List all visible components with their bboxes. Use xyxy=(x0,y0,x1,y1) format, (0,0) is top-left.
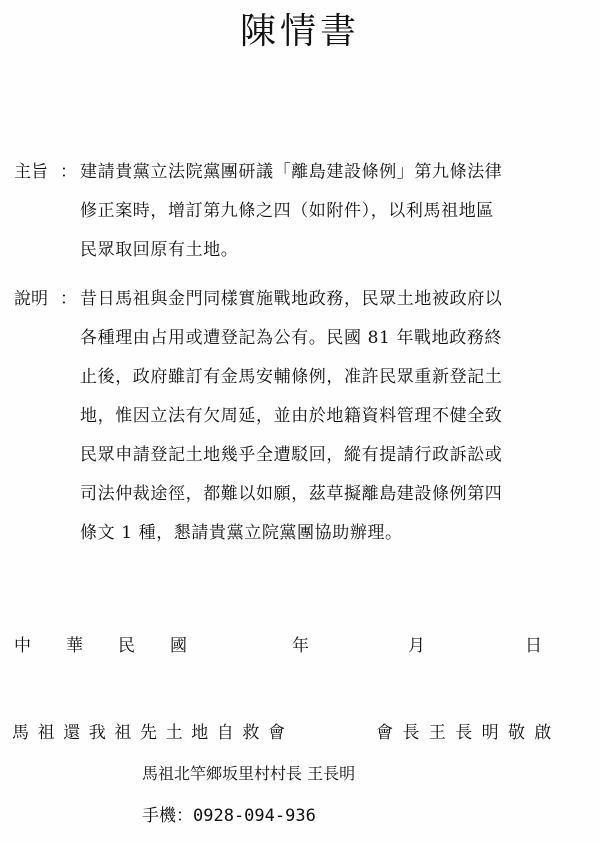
date-char: 國 xyxy=(170,636,187,656)
subject-body xyxy=(80,160,592,277)
explanation-line: 條文 1 種，懇請貴黨立院黨團協助辦理。 xyxy=(80,523,403,543)
date-char: 民 xyxy=(118,636,135,656)
signer-title: 馬祖北竿鄉坂里村村長 王長明 xyxy=(142,764,356,783)
subject-line: 建請貴黨立法院黨團研議「離島建設條例」第九條法律 xyxy=(80,162,503,182)
explanation-line: 各種理由占用或遭登記為公有。民國 81 年戰地政務終 xyxy=(80,328,503,348)
date-line xyxy=(0,632,600,660)
phone-number: 0928-094-936 xyxy=(193,806,316,826)
explanation-line: 地，惟因立法有欠周延，並由於地籍資料管理不健全致 xyxy=(80,406,503,426)
explanation-colon: ： xyxy=(60,289,77,309)
subject-label: 主旨 xyxy=(14,162,48,182)
explanation-body xyxy=(80,287,592,560)
date-char: 華 xyxy=(66,636,83,656)
date-year-label: 年 xyxy=(292,636,309,656)
subject-line: 民眾取回原有土地。 xyxy=(80,240,239,260)
subject-colon: ： xyxy=(60,162,77,182)
document-title: 陳情書 xyxy=(239,11,360,52)
explanation-line: 止後，政府雖訂有金馬安輔條例，准許民眾重新登記土 xyxy=(80,367,503,387)
subject-line: 修正案時，增訂第九條之四（如附件），以利馬祖地區 xyxy=(80,201,494,221)
date-char: 中 xyxy=(14,636,31,656)
organization-name: 馬祖還我祖先土地自救會 xyxy=(12,723,294,743)
chairman-signoff: 會長王長明敬啟 xyxy=(376,723,561,743)
date-day-label: 日 xyxy=(525,636,542,656)
explanation-label: 說明 xyxy=(14,289,48,309)
phone-line xyxy=(142,803,316,829)
explanation-line: 民眾申請登記土地幾乎全遭駁回，縱有提請行政訴訟或 xyxy=(80,445,503,465)
phone-label: 手機： xyxy=(142,806,193,826)
explanation-line: 昔日馬祖與金門同樣實施戰地政務，民眾土地被政府以 xyxy=(80,289,503,309)
date-month-label: 月 xyxy=(408,636,425,656)
signature-line xyxy=(0,719,600,747)
explanation-line: 司法仲裁途徑，都難以如願，茲草擬離島建設條例第四 xyxy=(80,484,503,504)
